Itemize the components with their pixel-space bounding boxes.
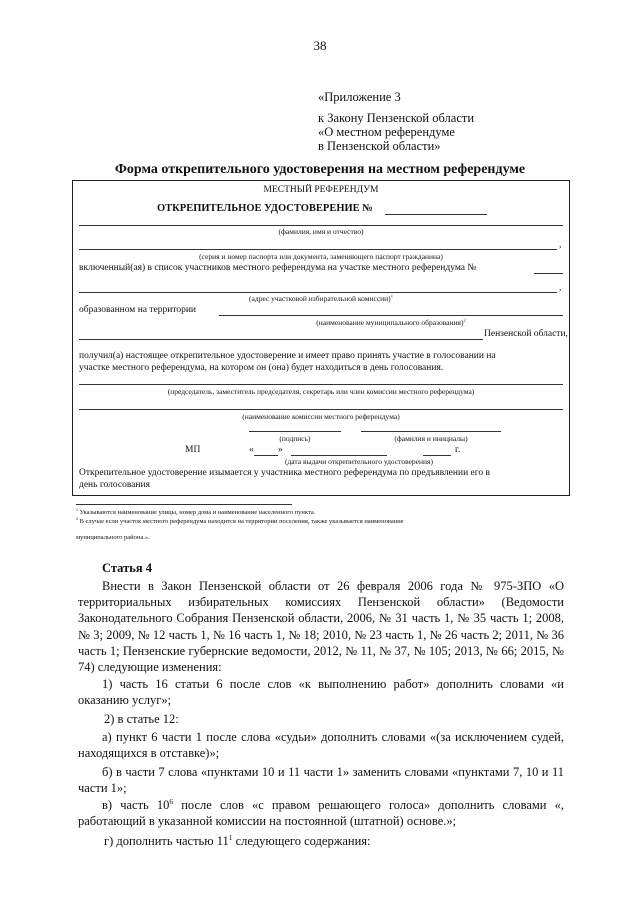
page-number: 38	[313, 38, 327, 53]
certificate-form	[72, 180, 570, 496]
article-item-1: 1) часть 16 статьи 6 после слов «к выполнению работ» дополнить словами «и оказанию услуг»;	[78, 677, 564, 708]
caption-passport: (серия и номер паспорта или документа, заменяющего паспорт гражданина)	[199, 252, 443, 261]
article-item-2: 2) в статье 12:	[104, 712, 179, 726]
date-year-line	[423, 455, 451, 456]
footnote-2-text: В случае если участок местного референдума находится на территории поселения, также указывается наименование	[79, 518, 404, 525]
signature-line	[249, 431, 341, 432]
caption-address	[73, 294, 569, 303]
appendix-law-line2: «О местном референдуме	[318, 125, 455, 139]
date-month-line	[291, 455, 387, 456]
appendix-law-line3: в Пензенской области»	[318, 139, 441, 153]
item-2c-pre: в) часть 10	[102, 798, 170, 812]
appendix-title: «Приложение 3	[318, 90, 401, 104]
certificate-title: ОТКРЕПИТЕЛЬНОЕ УДОСТОВЕРЕНИЕ №	[157, 203, 373, 214]
region-text: Пензенской области,	[484, 329, 568, 339]
withdrawn-text-line1: Открепительное удостоверение изымается у участника местного референдума по предъявлении его в	[79, 468, 491, 478]
footnote-ref-1: 1	[390, 293, 393, 299]
initials-line	[361, 431, 501, 432]
article-heading: Статья 4	[102, 561, 152, 575]
footnote-1	[76, 509, 315, 517]
footnote-2-mark: 2	[76, 516, 78, 521]
item-2g-post: следующего содержания:	[232, 834, 371, 848]
caption-municipality-text: (наименование муниципального образования)	[316, 318, 464, 327]
caption-initials: (фамилия и инициалы)	[394, 434, 468, 443]
caption-signature: (подпись)	[279, 434, 311, 443]
name-line	[79, 225, 563, 226]
caption-commission: (наименование комиссии местного референдума)	[242, 412, 400, 421]
article-item-2g	[104, 833, 371, 849]
comma-mark: ,	[559, 283, 562, 293]
formed-text: образованном на территории	[79, 305, 197, 315]
footnote-2-continuation: муниципального района.».	[76, 534, 150, 541]
item-2g-pre: г) дополнить частью 11	[104, 834, 229, 848]
article-item-2b: б) в части 7 слова «пунктами 10 и 11 части 1» заменить словами «пунктами 7, 10 и 11 части 1»;	[78, 765, 564, 796]
territory-line	[219, 315, 563, 316]
caption-chairman: (председатель, заместитель председателя, секретарь или член комиссии местного референдума)	[167, 387, 475, 396]
included-text: включенный(ая) в список участников местного референдума на участке местного референдума №	[79, 263, 477, 273]
footnote-1-text: Указываются наименование улицы, номер дома и наименование населенного пункта.	[79, 509, 316, 516]
article-item-2c	[78, 797, 564, 829]
appendix-law-line1: к Закону Пензенской области	[318, 111, 475, 125]
withdrawn-text-line2: день голосования	[79, 480, 150, 490]
footnote-2	[76, 518, 404, 526]
item-2g-sup: 1	[228, 832, 233, 842]
date-quote-open: «	[249, 445, 254, 455]
received-text-line1: получил(а) настоящее открепительное удостоверение и имеет право принять участие в голосовании на	[79, 351, 496, 361]
article-intro: Внести в Закон Пензенской области от 26 февраля 2006 года № 975-ЗПО «О территориальных избирательных комиссиях Пензенской области» (Ведомости Законодательного Собрания Пензенской области, 2006, № 31 часть 1, № 35 часть 1; 2008, № 3; 2009, № 12 часть 1, № 16 часть 1, № 18; 2010, № 23 часть 1, № 26 часть 2; 2011, № 36 часть 1; Пензенские губернские ведомости, 2012, № 11, № 37, № 105; 2013, № 66; 2015, № 74) следующие изменения:	[78, 579, 564, 675]
comma-mark: ,	[559, 240, 562, 250]
caption-name: (фамилия, имя и отчество)	[278, 227, 364, 236]
footnote-separator	[76, 504, 292, 505]
item-2c-post: после слов «с правом решающего голоса» дополнить словами «, работающий в указанной комиссии на постоянной (штатной) основе.»;	[78, 798, 564, 829]
passport-line	[79, 249, 557, 250]
caption-address-text: (адрес участковой избирательной комиссии)	[249, 294, 391, 303]
received-text-line2: участке местного референдума, на котором он (она) будет находиться в день голосования.	[79, 363, 444, 373]
footnote-ref-2: 2	[463, 317, 466, 323]
region-line	[79, 339, 483, 340]
item-2c-sup: 6	[169, 796, 174, 806]
footnote-1-mark: 1	[76, 507, 78, 512]
commission-line	[79, 409, 563, 410]
address-line	[79, 292, 557, 293]
precinct-number-line	[534, 273, 563, 274]
date-quote-close: »	[278, 445, 283, 455]
caption-municipality	[219, 318, 563, 327]
form-header: МЕСТНЫЙ РЕФЕРЕНДУМ	[263, 185, 379, 195]
certificate-number-line	[385, 214, 487, 215]
chairman-line	[79, 384, 563, 385]
stamp-place: МП	[185, 445, 201, 455]
form-title: Форма открепительного удостоверения на местном референдуме	[114, 162, 526, 177]
date-day-line	[254, 455, 278, 456]
article-item-2a: а) пункт 6 части 1 после слова «судьи» дополнить словами «(за исключением судей, находящихся в отставке)»;	[78, 730, 564, 761]
year-suffix: г.	[455, 445, 461, 455]
caption-date: (дата выдачи открепительного удостоверения)	[284, 457, 433, 466]
